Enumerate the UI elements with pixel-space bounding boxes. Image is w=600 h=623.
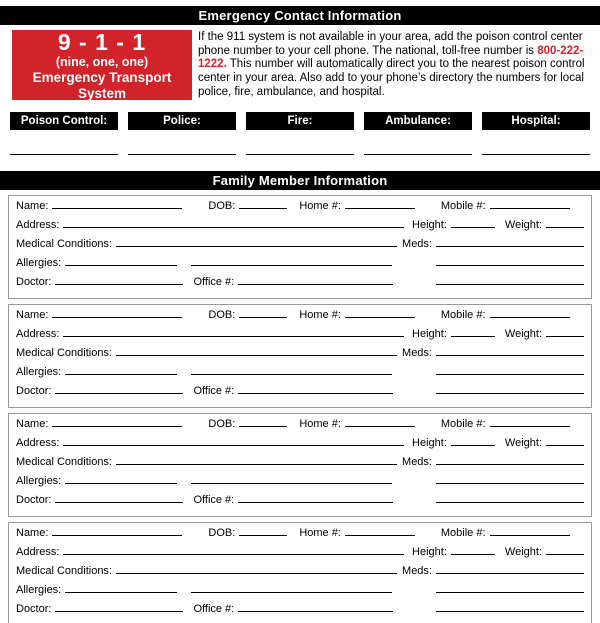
meds-continuation-fill-line[interactable] [436, 256, 584, 266]
meds-fill-line[interactable] [436, 455, 584, 465]
member-row-address [16, 545, 584, 564]
office-phone-fill-line[interactable] [238, 384, 393, 394]
section-title-emergency: Emergency Contact Information [198, 8, 402, 23]
allergies-fill-line[interactable] [65, 365, 177, 375]
doctor-fill-line[interactable] [55, 275, 183, 285]
name-fill-line[interactable] [52, 308, 182, 318]
contact-label-police [128, 112, 236, 130]
allergies-extra-fill-line[interactable] [191, 256, 392, 266]
emergency-contact-labels-row [10, 112, 590, 130]
allergies-fill-line[interactable] [65, 474, 177, 484]
doctor-label: Doctor: [16, 603, 52, 615]
home-phone-label: Home #: [299, 527, 341, 539]
member-row-name [16, 417, 584, 436]
member-row-address [16, 327, 584, 346]
dob-label: DOB: [208, 527, 236, 539]
height-label: Height: [412, 219, 447, 231]
meds-label: Meds: [402, 347, 432, 359]
allergies-extra-fill-line[interactable] [191, 583, 392, 593]
contact-label-ambulance [364, 112, 472, 130]
meds-fill-line[interactable] [436, 237, 584, 247]
member-row-doctor [16, 275, 584, 294]
dob-fill-line[interactable] [239, 417, 287, 427]
address-fill-line[interactable] [63, 436, 404, 446]
meds-label: Meds: [402, 456, 432, 468]
meds-continuation-fill-line-2[interactable] [436, 275, 584, 285]
name-label: Name: [16, 418, 49, 430]
contact-label-text: Hospital: [511, 115, 561, 127]
allergies-label: Allergies: [16, 257, 62, 269]
mobile-phone-fill-line[interactable] [490, 417, 570, 427]
member-row-allergies [16, 583, 584, 602]
office-phone-label: Office #: [193, 276, 235, 288]
height-fill-line[interactable] [451, 436, 495, 446]
mobile-phone-fill-line[interactable] [490, 199, 570, 209]
member-row-medical [16, 455, 584, 474]
mobile-phone-label: Mobile #: [440, 309, 486, 321]
family-members-list [0, 195, 600, 623]
meds-fill-line[interactable] [436, 564, 584, 574]
medical-conditions-fill-line[interactable] [116, 237, 397, 247]
dob-label: DOB: [208, 200, 236, 212]
weight-fill-line[interactable] [546, 327, 584, 337]
member-row-name [16, 199, 584, 218]
dob-label: DOB: [208, 309, 236, 321]
address-fill-line[interactable] [63, 218, 404, 228]
medical-conditions-label: Medical Conditions: [16, 565, 112, 577]
medical-conditions-label: Medical Conditions: [16, 456, 112, 468]
member-row-allergies [16, 365, 584, 384]
member-row-allergies [16, 256, 584, 275]
family-member-card [8, 195, 592, 299]
member-row-medical [16, 564, 584, 583]
name-fill-line[interactable] [52, 417, 182, 427]
home-phone-label: Home #: [299, 418, 341, 430]
height-fill-line[interactable] [451, 327, 495, 337]
weight-label: Weight: [504, 546, 542, 558]
home-phone-label: Home #: [299, 309, 341, 321]
meds-continuation-fill-line[interactable] [436, 365, 584, 375]
height-label: Height: [412, 437, 447, 449]
police-fill-line[interactable] [128, 154, 236, 155]
home-phone-label: Home #: [299, 200, 341, 212]
meds-continuation-fill-line[interactable] [436, 474, 584, 484]
allergies-label: Allergies: [16, 366, 62, 378]
name-fill-line[interactable] [52, 526, 182, 536]
911-number: 9 - 1 - 1 [57, 28, 147, 55]
office-phone-fill-line[interactable] [238, 602, 393, 612]
weight-fill-line[interactable] [546, 218, 584, 228]
weight-label: Weight: [504, 437, 542, 449]
height-label: Height: [412, 328, 447, 340]
member-row-address [16, 218, 584, 237]
allergies-extra-fill-line[interactable] [191, 365, 392, 375]
dob-label: DOB: [208, 418, 236, 430]
dob-fill-line[interactable] [239, 308, 287, 318]
medical-conditions-fill-line[interactable] [116, 455, 397, 465]
member-row-doctor [16, 602, 584, 621]
contact-label-hospital [482, 112, 590, 130]
weight-label: Weight: [504, 219, 542, 231]
contact-label-text: Fire: [287, 115, 313, 127]
height-fill-line[interactable] [451, 218, 495, 228]
mobile-phone-label: Mobile #: [440, 200, 486, 212]
instructions-text-before: If the 911 system is not available in your area, add the poison control center phone number to your cell phone. The national, toll-free number is [198, 31, 583, 57]
medical-conditions-fill-line[interactable] [116, 564, 397, 574]
mobile-phone-label: Mobile #: [440, 418, 486, 430]
address-fill-line[interactable] [63, 327, 404, 337]
home-phone-fill-line[interactable] [345, 308, 415, 318]
emergency-contact-fill-lines-row [10, 154, 590, 155]
family-member-card [8, 413, 592, 517]
medical-conditions-label: Medical Conditions: [16, 347, 112, 359]
meds-continuation-fill-line[interactable] [436, 583, 584, 593]
meds-fill-line[interactable] [436, 346, 584, 356]
911-spelled-out: (nine, one, one) [55, 54, 149, 69]
name-label: Name: [16, 200, 49, 212]
office-phone-label: Office #: [193, 385, 235, 397]
address-label: Address: [16, 328, 60, 340]
contact-label-fire [246, 112, 354, 130]
member-row-allergies [16, 474, 584, 493]
weight-fill-line[interactable] [546, 545, 584, 555]
allergies-fill-line[interactable] [65, 583, 177, 593]
doctor-fill-line[interactable] [55, 602, 183, 612]
office-phone-label: Office #: [193, 494, 235, 506]
allergies-label: Allergies: [16, 475, 62, 487]
section-title-family: Family Member Information [212, 173, 388, 188]
meds-continuation-fill-line-2[interactable] [436, 493, 584, 503]
doctor-label: Doctor: [16, 276, 52, 288]
member-row-doctor [16, 384, 584, 403]
contact-label-text: Poison Control: [20, 115, 108, 127]
office-phone-fill-line[interactable] [238, 493, 393, 503]
fire-fill-line[interactable] [246, 154, 354, 155]
doctor-label: Doctor: [16, 494, 52, 506]
address-label: Address: [16, 546, 60, 558]
address-label: Address: [16, 437, 60, 449]
medical-conditions-label: Medical Conditions: [16, 238, 112, 250]
contact-label-text: Police: [163, 115, 201, 127]
mobile-phone-label: Mobile #: [440, 527, 486, 539]
dob-fill-line[interactable] [239, 526, 287, 536]
member-row-name [16, 308, 584, 327]
doctor-label: Doctor: [16, 385, 52, 397]
member-row-address [16, 436, 584, 455]
medical-conditions-fill-line[interactable] [116, 346, 397, 356]
allergies-fill-line[interactable] [65, 256, 177, 266]
meds-label: Meds: [402, 238, 432, 250]
911-emergency-box [12, 30, 192, 100]
name-fill-line[interactable] [52, 199, 182, 209]
mobile-phone-fill-line[interactable] [490, 526, 570, 536]
member-row-medical [16, 346, 584, 365]
member-row-doctor [16, 493, 584, 512]
section-header-family [0, 171, 600, 190]
allergies-extra-fill-line[interactable] [191, 474, 392, 484]
meds-continuation-fill-line-2[interactable] [436, 602, 584, 612]
doctor-fill-line[interactable] [55, 384, 183, 394]
instructions-text-after: This number will automatically direct you to the nearest poison control center in your area. Also add to your phone’s directory the numbers for local police, fire, ambulance, and hospital. [198, 58, 585, 98]
meds-continuation-fill-line-2[interactable] [436, 384, 584, 394]
address-label: Address: [16, 219, 60, 231]
contact-label-poison-control [10, 112, 118, 130]
member-row-name [16, 526, 584, 545]
address-fill-line[interactable] [63, 545, 404, 555]
weight-fill-line[interactable] [546, 436, 584, 446]
height-fill-line[interactable] [451, 545, 495, 555]
office-phone-label: Office #: [193, 603, 235, 615]
intro-section [12, 30, 593, 100]
name-label: Name: [16, 527, 49, 539]
name-label: Name: [16, 309, 49, 321]
weight-label: Weight: [504, 328, 542, 340]
home-phone-fill-line[interactable] [345, 417, 415, 427]
ambulance-fill-line[interactable] [364, 154, 472, 155]
member-row-medical [16, 237, 584, 256]
meds-label: Meds: [402, 565, 432, 577]
poison-control-fill-line[interactable] [10, 154, 118, 155]
height-label: Height: [412, 546, 447, 558]
911-caption: Emergency Transport System [32, 69, 172, 101]
hospital-fill-line[interactable] [482, 154, 590, 155]
dob-fill-line[interactable] [239, 199, 287, 209]
home-phone-fill-line[interactable] [345, 526, 415, 536]
section-header-emergency [0, 6, 600, 25]
contact-label-text: Ambulance: [385, 115, 451, 127]
poison-control-instructions [198, 31, 593, 100]
home-phone-fill-line[interactable] [345, 199, 415, 209]
office-phone-fill-line[interactable] [238, 275, 393, 285]
family-member-card [8, 522, 592, 623]
poison-control-phone-number: 800-222-1222. [198, 44, 584, 71]
mobile-phone-fill-line[interactable] [490, 308, 570, 318]
allergies-label: Allergies: [16, 584, 62, 596]
family-member-card [8, 304, 592, 408]
doctor-fill-line[interactable] [55, 493, 183, 503]
